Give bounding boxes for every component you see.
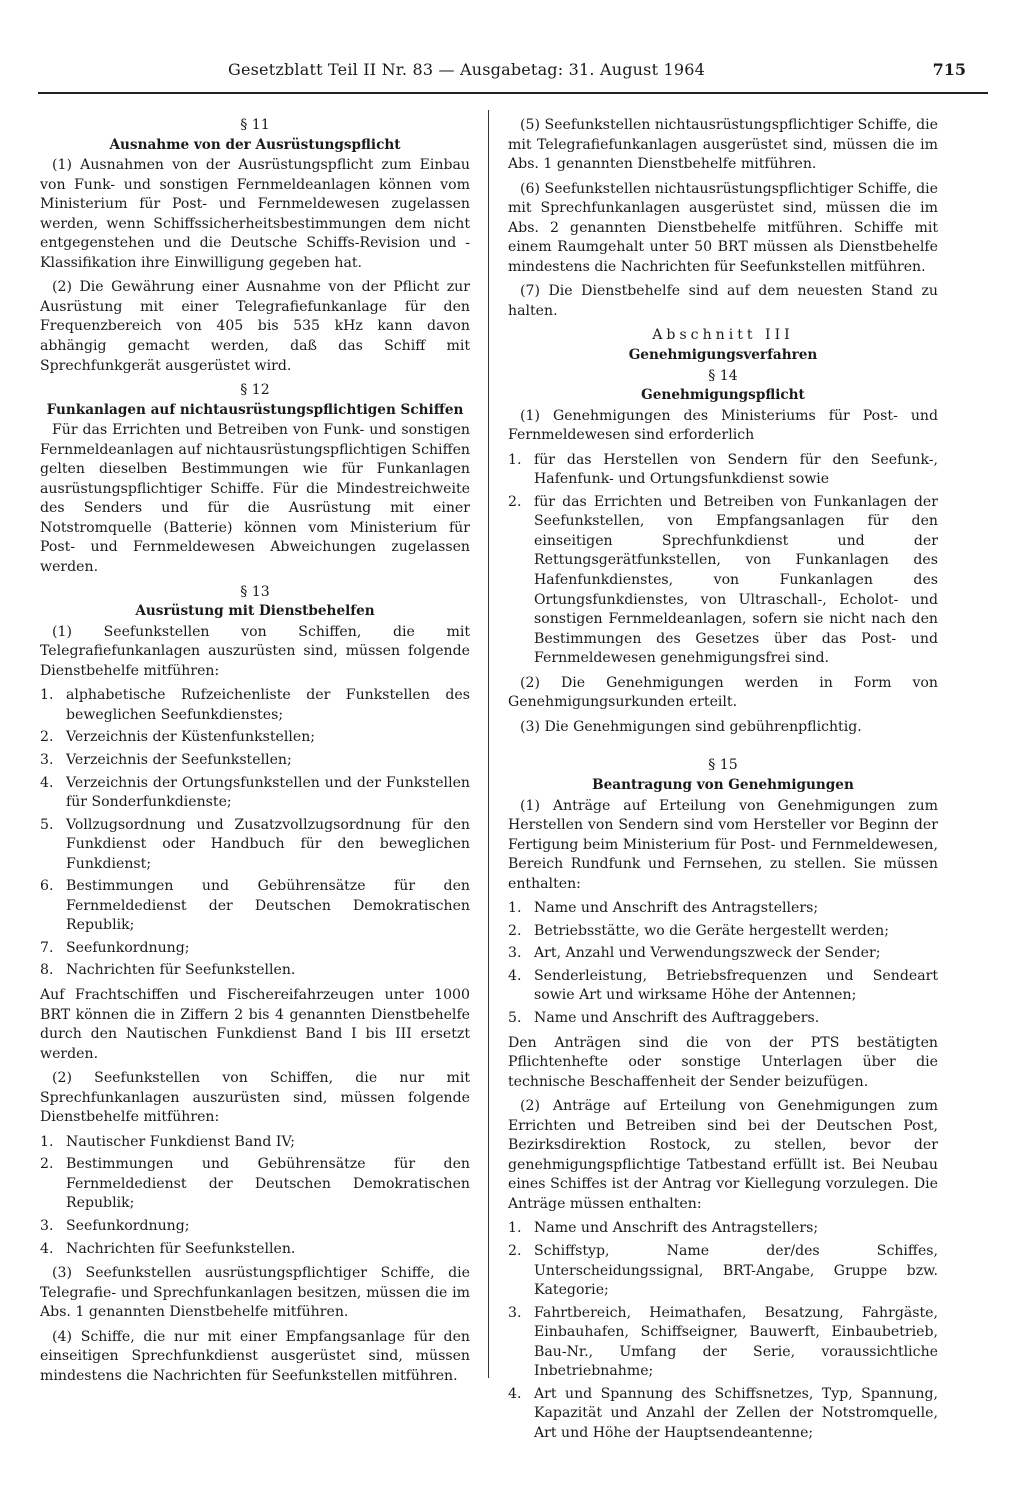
- list-text: Bestimmungen und Gebührensätze für den Fernmeldedienst der Deutschen Demokratischen Republik;: [66, 878, 470, 934]
- list-item: [40, 728, 470, 748]
- section-14-number: § 14: [708, 367, 738, 384]
- list-text: Nautischer Funkdienst Band IV;: [66, 1133, 295, 1150]
- page-header: [38, 58, 988, 94]
- section-15-paragraph-1b: Den Anträgen sind die von der PTS bestätigten Pflichtenhefte oder sonstige Unterlagen über die technische Beschaffenheit der Sender beizufügen.: [508, 1034, 938, 1090]
- list-item: [40, 961, 470, 981]
- left-column: [40, 116, 470, 1391]
- list-item: [508, 451, 938, 490]
- abschnitt-title: Genehmigungsverfahren: [628, 347, 818, 364]
- section-13-paragraph-7: (7) Die Dienstbehelfe sind auf dem neuesten Stand zu halten.: [508, 283, 938, 319]
- section-13-paragraph-4: (4) Schiffe, die nur mit einer Empfangsanlage für den einseitigen Sprechfunkdienst ausgerüstet sind, müssen mindestens die Nachrichten für Seefunkstellen mitführen.: [40, 1328, 470, 1384]
- list-number: 1.: [40, 1133, 54, 1150]
- section-14-paragraph-1: (1) Genehmigungen des Ministeriums für Post- und Fernmeldewesen sind erforderlich: [508, 407, 938, 444]
- list-number: 7.: [40, 939, 54, 956]
- section-13-paragraph-2: (2) Seefunkstellen von Schiffen, die nur mit Sprechfunkanlagen auszurüsten sind, müssen folgende Dienstbehelfe mitführen:: [40, 1070, 470, 1126]
- section-13-paragraph-5: (5) Seefunkstellen nichtausrüstungspflichtiger Schiffe, die mit Telegrafiefunkanlagen ausgerüstet sind, müssen die im Abs. 1 genannten Dienstbehelfe mitführen.: [508, 117, 938, 173]
- list-item: [40, 1240, 470, 1260]
- list-text: für das Errichten und Betreiben von Funkanlagen der Seefunkstellen, von Empfangsanlagen für den einseitigen Sprechfunkdienst und der Rettungsgerätfunkstellen, von Funkanlagen des Hafenfunkdienstes, von Funkanlagen des Ortungsfunkdienstes, von Ultraschall-, Echolot- und sonstigen Fernmeldeanlagen, sofern sie nicht nach den Bestimmungen des Gesetzes über das Post- und Fernmeldewesen genehmigungsfrei sind.: [534, 493, 938, 667]
- section-11-number: § 11: [240, 117, 270, 133]
- column-divider: [488, 110, 489, 1378]
- list-number: 2.: [508, 493, 522, 510]
- section-14-paragraph-2: (2) Die Genehmigungen werden in Form von Genehmigungsurkunden erteilt.: [508, 674, 938, 711]
- list-text: Betriebsstätte, wo die Geräte hergestellt werden;: [534, 922, 889, 939]
- list-item: [508, 493, 938, 669]
- list-text: Name und Anschrift des Auftraggebers.: [534, 1009, 820, 1026]
- section-15-list-1: [508, 899, 938, 1028]
- list-text: für das Herstellen von Sendern für den Seefunk-, Hafenfunk- und Ortungsfunkdienst sowie: [534, 451, 938, 488]
- list-number: 3.: [40, 1217, 54, 1234]
- list-item: [40, 1217, 470, 1237]
- section-13-number: § 13: [240, 583, 270, 600]
- list-text: Verzeichnis der Ortungsfunkstellen und der Funkstellen für Sonderfunkdienste;: [66, 774, 470, 811]
- list-item: [40, 1133, 470, 1153]
- section-14-paragraph-3: (3) Die Genehmigungen sind gebührenpflichtig.: [520, 718, 862, 735]
- list-text: Senderleistung, Betriebsfrequenzen und Sendeart sowie Art und wirksame Höhe der Antennen;: [534, 967, 938, 1004]
- right-column: [508, 116, 938, 1448]
- list-item: [508, 944, 938, 964]
- section-11-title: Ausnahme von der Ausrüstungspflicht: [109, 136, 401, 153]
- list-number: 2.: [508, 922, 522, 939]
- section-13-paragraph-1b: Auf Frachtschiffen und Fischereifahrzeugen unter 1000 BRT können die in Ziffern 2 bis 4 genannten Dienstbehelfe durch den Nautischen Funkdienst Band I bis III ersetzt werden.: [40, 986, 470, 1062]
- section-15-title: Beantragung von Genehmigungen: [592, 776, 854, 793]
- section-13-list-1: [40, 686, 470, 981]
- section-12-number: § 12: [240, 382, 270, 399]
- list-number: 2.: [40, 729, 54, 746]
- list-text: Art und Spannung des Schiffsnetzes, Typ, Spannung, Kapazität und Anzahl der Zellen der Notstromquelle, Art und Höhe der Hauptsendeantenne;: [534, 1385, 938, 1441]
- list-item: [508, 1385, 938, 1444]
- list-text: Name und Anschrift des Antragstellers;: [534, 900, 819, 917]
- section-12-title: Funkanlagen auf nichtausrüstungspflichtigen Schiffen: [46, 401, 464, 418]
- list-number: 1.: [508, 451, 522, 468]
- spacer: [508, 742, 938, 756]
- section-14-list: [508, 451, 938, 669]
- list-text: Bestimmungen und Gebührensätze für den Fernmeldedienst der Deutschen Demokratischen Republik;: [66, 1156, 470, 1212]
- list-number: 6.: [40, 878, 54, 895]
- list-text: Nachrichten für Seefunkstellen.: [66, 962, 296, 979]
- list-number: 1.: [508, 1220, 522, 1237]
- section-13-paragraph-1: (1) Seefunkstellen von Schiffen, die mit Telegrafiefunkanlagen auszurüsten sind, müssen folgende Dienstbehelfe mitführen:: [40, 623, 470, 679]
- list-item: [40, 774, 470, 813]
- list-item: [508, 1009, 938, 1029]
- list-number: 4.: [40, 774, 54, 791]
- list-text: Art, Anzahl und Verwendungszweck der Sender;: [534, 945, 881, 962]
- list-item: [508, 1242, 938, 1301]
- section-11-paragraph-2: (2) Die Gewährung einer Ausnahme von der Pflicht zur Ausrüstung mit einer Telegrafiefunkanlage für den Frequenzbereich von 405 bis 535 kHz kann davon abhängig gemacht werden, daß das Schiff mit Sprechfunkgerät ausgerüstet wird.: [40, 279, 470, 374]
- list-item: [40, 939, 470, 959]
- list-text: Seefunkordnung;: [66, 939, 190, 956]
- list-number: 8.: [40, 962, 54, 979]
- page-number: 715: [932, 60, 966, 79]
- list-number: 5.: [40, 816, 54, 833]
- list-number: 4.: [508, 967, 522, 984]
- list-item: [508, 967, 938, 1006]
- list-number: 2.: [40, 1156, 54, 1173]
- list-text: Name und Anschrift des Antragstellers;: [534, 1220, 819, 1237]
- section-14-title: Genehmigungspflicht: [641, 387, 805, 404]
- list-text: alphabetische Rufzeichenliste der Funkstellen des beweglichen Seefunkdienstes;: [66, 687, 470, 723]
- list-text: Verzeichnis der Küstenfunkstellen;: [66, 729, 316, 746]
- list-number: 2.: [508, 1242, 522, 1259]
- list-item: [508, 1304, 938, 1382]
- section-15-list-2: [508, 1219, 938, 1443]
- list-item: [40, 1155, 470, 1214]
- list-text: Vollzugsordnung und Zusatzvollzugsordnung für den Funkdienst oder Handbuch für den beweglichen Funkdienst;: [66, 816, 470, 872]
- list-item: [40, 751, 470, 771]
- list-text: Schiffstyp, Name der/des Schiffes, Unterscheidungssignal, BRT-Angabe, Gruppe bzw. Kategorie;: [534, 1242, 938, 1299]
- section-13-paragraph-3: (3) Seefunkstellen ausrüstungspflichtiger Schiffe, die Telegrafie- und Sprechfunkanlagen besitzen, müssen die im Abs. 1 genannten Dienstbehelfe mitführen.: [40, 1265, 470, 1321]
- list-item: [508, 899, 938, 919]
- list-number: 3.: [40, 751, 54, 768]
- section-13-paragraph-6: (6) Seefunkstellen nichtausrüstungspflichtiger Schiffe, die mit Sprechfunkanlagen ausgerüstet sind, müssen die im Abs. 2 genannten Dienstbehelfe mitführen. Schiffe mit einem Raumgehalt unter 50 BRT müssen als Dienstbehelfe mindestens die Nachrichten für Seefunkstellen mitführen.: [508, 180, 938, 275]
- list-text: Verzeichnis der Seefunkstellen;: [66, 751, 292, 768]
- list-number: 5.: [508, 1009, 522, 1026]
- header-title: Gesetzblatt Teil II Nr. 83 — Ausgabetag: 31. August 1964: [228, 60, 706, 79]
- section-13-list-2: [40, 1133, 470, 1259]
- abschnitt-label: Abschnitt III: [652, 327, 794, 344]
- list-item: [40, 877, 470, 936]
- list-number: 4.: [508, 1385, 522, 1402]
- list-item: [508, 1219, 938, 1239]
- list-number: 1.: [40, 687, 54, 704]
- list-number: 3.: [508, 945, 522, 962]
- list-item: [508, 922, 938, 942]
- section-15-number: § 15: [708, 757, 738, 774]
- section-15-paragraph-2: (2) Anträge auf Erteilung von Genehmigungen zum Errichten und Betreiben sind bei der Deutschen Post, Bezirksdirektion Rostock, zu stellen, bevor der genehmigungspflichtige Tatbestand erfüllt ist. Bei Neubau eines Schiffes ist der Antrag vor Kiellegung vorzulegen. Die Anträge müssen enthalten:: [508, 1098, 938, 1212]
- section-15-paragraph-1: (1) Anträge auf Erteilung von Genehmigungen zum Herstellen von Sendern sind vom Hersteller vor Beginn der Fertigung beim Ministerium für Post- und Fernmeldewesen, Bereich Rundfunk und Fernsehen, zu stellen. Sie müssen enthalten:: [508, 797, 938, 892]
- section-13-title: Ausrüstung mit Dienstbehelfen: [135, 603, 375, 620]
- section-11-paragraph-1: (1) Ausnahmen von der Ausrüstungspflicht zum Einbau von Funk- und sonstigen Fernmeldeanlagen können vom Ministerium für Post- und Fernmeldewesen zugelassen werden, wenn Schiffssicherheitsbestimmungen dem nicht entgegenstehen und die Deutsche Schiffs-Revision und -Klassifikation ihre Einwilligung gegeben hat.: [40, 157, 470, 271]
- list-number: 1.: [508, 900, 522, 917]
- list-item: [40, 686, 470, 725]
- section-12-paragraph-1: Für das Errichten und Betreiben von Funk- und sonstigen Fernmeldeanlagen auf nichtausrüstungspflichtigen Schiffen gelten dieselben Bestimmungen wie für Funkanlagen ausrüstungspflichtiger Schiffe. Für die Mindestreichweite des Senders und für die Ausrüstung mit einer Notstromquelle (Batterie) können vom Ministerium für Post- und Fernmeldewesen Abweichungen zugelassen werden.: [40, 422, 470, 576]
- list-text: Fahrtbereich, Heimathafen, Besatzung, Fahrgäste, Einbauhafen, Schiffseigner, Bauwerft, Einbaubetrieb, Bau-Nr., Umfang der Serie, voraussichtliche Inbetriebnahme;: [534, 1304, 938, 1380]
- list-number: 3.: [508, 1304, 522, 1321]
- list-number: 4.: [40, 1240, 54, 1257]
- list-item: [40, 816, 470, 875]
- list-text: Nachrichten für Seefunkstellen.: [66, 1240, 296, 1257]
- list-text: Seefunkordnung;: [66, 1217, 190, 1234]
